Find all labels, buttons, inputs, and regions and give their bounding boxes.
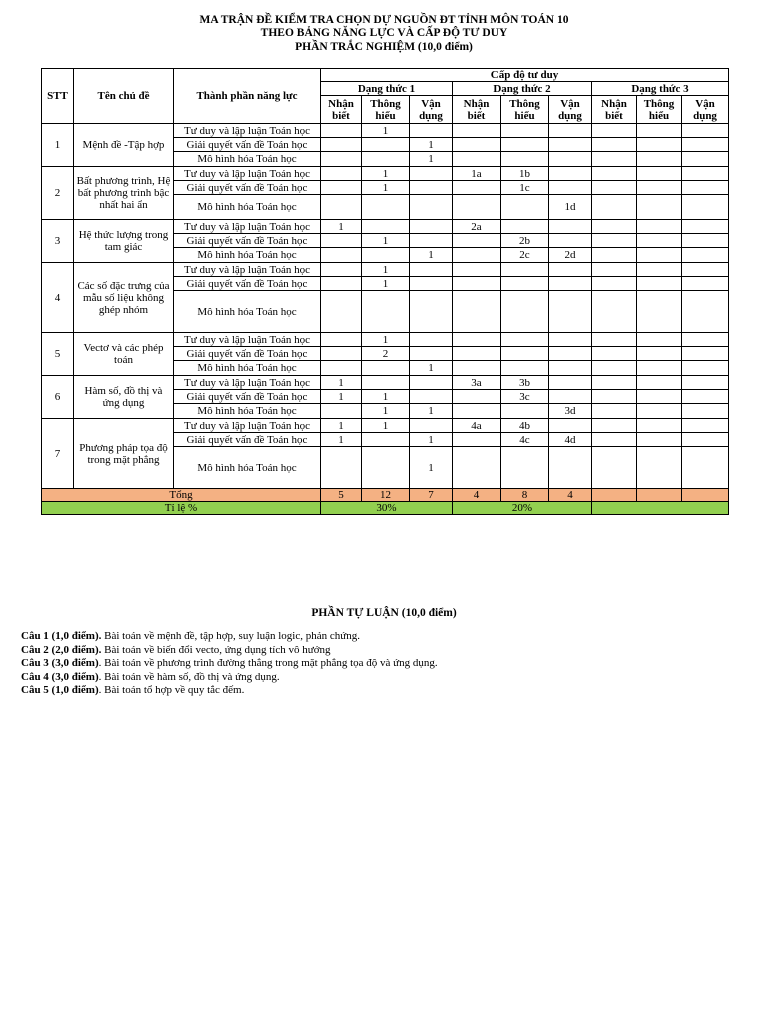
matrix-cell: 3b	[501, 376, 549, 390]
matrix-cell	[682, 277, 729, 291]
essay-question	[21, 657, 761, 671]
document-subtitle: THEO BẢNG NĂNG LỰC VÀ CẤP ĐỘ TƯ DUY	[260, 27, 508, 39]
matrix-cell	[410, 263, 453, 277]
question-text: Bài toán về biến đổi vecto, ứng dụng tích vô hướng	[101, 643, 331, 656]
matrix-cell	[501, 138, 549, 152]
competency-cell: Giải quyết vấn đề Toán học	[174, 347, 321, 361]
matrix-cell	[637, 263, 682, 277]
matrix-cell	[637, 390, 682, 404]
matrix-cell	[501, 347, 549, 361]
matrix-cell	[637, 167, 682, 181]
table-row	[42, 419, 729, 433]
matrix-cell	[362, 433, 410, 447]
essay-question	[21, 630, 761, 644]
matrix-cell	[321, 277, 362, 291]
topic-number: 1	[42, 124, 74, 167]
total-row	[42, 489, 729, 502]
header-sublevel: Thông hiểu	[362, 96, 410, 124]
header-sublevel: Vận dụng	[410, 96, 453, 124]
matrix-cell	[321, 152, 362, 167]
matrix-cell	[549, 167, 592, 181]
matrix-cell	[637, 248, 682, 263]
matrix-cell	[637, 419, 682, 433]
matrix-cell	[682, 433, 729, 447]
matrix-cell	[592, 347, 637, 361]
matrix-cell	[410, 195, 453, 220]
matrix-cell	[637, 376, 682, 390]
matrix-cell	[592, 138, 637, 152]
table-row	[42, 333, 729, 347]
matrix-cell	[501, 361, 549, 376]
matrix-cell	[410, 390, 453, 404]
matrix-cell: 1	[410, 248, 453, 263]
matrix-cell: 1	[321, 433, 362, 447]
matrix-cell: 1	[321, 376, 362, 390]
matrix-cell	[321, 347, 362, 361]
matrix-cell	[410, 167, 453, 181]
matrix-cell: 1b	[501, 167, 549, 181]
topic-number: 4	[42, 263, 74, 333]
question-text: . Bài toán về phương trình đường thẳng trong mặt phẳng tọa độ và ứng dụng.	[98, 657, 438, 669]
header-form-3: Dạng thức 3	[592, 82, 729, 96]
matrix-cell: 1	[321, 220, 362, 234]
total-cell: 12	[362, 489, 410, 502]
matrix-cell	[321, 361, 362, 376]
section-title-essay: PHẦN TỰ LUẬN (10,0 điểm)	[311, 607, 457, 619]
competency-cell: Tư duy và lập luận Toán học	[174, 124, 321, 138]
matrix-cell	[321, 234, 362, 248]
matrix-cell: 1	[410, 152, 453, 167]
matrix-cell	[682, 376, 729, 390]
question-label: Câu 1 (1,0 điểm).	[21, 630, 102, 642]
matrix-cell: 4b	[501, 419, 549, 433]
table-row	[42, 167, 729, 181]
essay-question-list	[21, 630, 761, 698]
matrix-cell	[682, 220, 729, 234]
competency-cell: Mô hình hóa Toán học	[174, 291, 321, 333]
matrix-cell	[453, 390, 501, 404]
matrix-cell: 3c	[501, 390, 549, 404]
matrix-cell	[501, 263, 549, 277]
matrix-cell	[549, 124, 592, 138]
matrix-cell	[453, 124, 501, 138]
topic-name: Vectơ và các phép toán	[74, 333, 174, 376]
total-cell	[592, 489, 637, 502]
matrix-cell	[453, 181, 501, 195]
matrix-cell: 1	[410, 433, 453, 447]
matrix-cell	[637, 404, 682, 419]
matrix-cell	[682, 361, 729, 376]
topic-name: Hệ thức lượng trong tam giác	[74, 220, 174, 263]
matrix-cell	[453, 433, 501, 447]
matrix-cell	[682, 404, 729, 419]
matrix-cell	[549, 390, 592, 404]
matrix-cell	[592, 447, 637, 489]
competency-cell: Tư duy và lập luận Toán học	[174, 419, 321, 433]
section-title-multiple-choice: PHẦN TRẮC NGHIỆM (10,0 điểm)	[295, 41, 473, 53]
matrix-cell	[637, 277, 682, 291]
matrix-cell: 1	[362, 263, 410, 277]
total-cell	[637, 489, 682, 502]
matrix-cell	[549, 234, 592, 248]
matrix-cell: 1	[410, 447, 453, 489]
matrix-cell	[682, 167, 729, 181]
matrix-cell	[549, 347, 592, 361]
matrix-cell	[637, 124, 682, 138]
competency-matrix-table	[41, 68, 729, 515]
header-sublevel: Thông hiểu	[501, 96, 549, 124]
header-sublevel: Nhận biết	[453, 96, 501, 124]
header-form-1: Dạng thức 1	[321, 82, 453, 96]
matrix-cell	[637, 220, 682, 234]
matrix-cell	[549, 419, 592, 433]
header-sublevel: Vận dụng	[682, 96, 729, 124]
header-sublevel: Nhận biết	[592, 96, 637, 124]
matrix-cell	[682, 447, 729, 489]
matrix-cell: 1	[362, 419, 410, 433]
matrix-cell: 1	[410, 361, 453, 376]
topic-name: Mệnh đề -Tập hợp	[74, 124, 174, 167]
topic-name: Bất phương trình, Hệ bất phương trình bậc nhất hai ẩn	[74, 167, 174, 220]
competency-cell: Mô hình hóa Toán học	[174, 361, 321, 376]
matrix-cell	[362, 291, 410, 333]
matrix-cell	[362, 220, 410, 234]
matrix-cell	[549, 138, 592, 152]
matrix-cell: 1	[362, 390, 410, 404]
matrix-cell	[637, 291, 682, 333]
matrix-cell	[453, 263, 501, 277]
matrix-cell	[453, 195, 501, 220]
matrix-cell	[410, 376, 453, 390]
total-cell: 8	[501, 489, 549, 502]
essay-question	[21, 644, 761, 658]
table-row	[42, 124, 729, 138]
essay-question	[21, 671, 761, 685]
topic-name: Phương pháp tọa độ trong mặt phẳng	[74, 419, 174, 489]
topic-number: 5	[42, 333, 74, 376]
competency-cell: Tư duy và lập luận Toán học	[174, 220, 321, 234]
total-cell: 4	[549, 489, 592, 502]
matrix-cell	[410, 291, 453, 333]
matrix-cell	[453, 347, 501, 361]
matrix-cell	[410, 220, 453, 234]
matrix-cell	[501, 195, 549, 220]
matrix-cell: 2b	[501, 234, 549, 248]
matrix-cell: 1	[362, 277, 410, 291]
matrix-cell: 1	[362, 404, 410, 419]
competency-cell: Mô hình hóa Toán học	[174, 248, 321, 263]
matrix-cell: 1	[410, 404, 453, 419]
competency-cell: Tư duy và lập luận Toán học	[174, 376, 321, 390]
matrix-cell	[682, 152, 729, 167]
matrix-cell	[682, 181, 729, 195]
matrix-cell	[549, 152, 592, 167]
topic-name: Các số đặc trưng của mẫu số liệu không ghép nhóm	[74, 263, 174, 333]
matrix-cell	[682, 248, 729, 263]
total-cell: 7	[410, 489, 453, 502]
total-label: Tổng	[42, 489, 321, 502]
matrix-cell	[549, 361, 592, 376]
ratio-cell	[592, 502, 729, 515]
matrix-cell	[321, 181, 362, 195]
total-cell: 4	[453, 489, 501, 502]
matrix-cell	[592, 234, 637, 248]
matrix-cell	[321, 291, 362, 333]
matrix-cell	[637, 333, 682, 347]
matrix-cell	[637, 181, 682, 195]
matrix-cell	[592, 419, 637, 433]
matrix-cell	[501, 291, 549, 333]
matrix-cell	[410, 333, 453, 347]
competency-cell: Giải quyết vấn đề Toán học	[174, 277, 321, 291]
matrix-cell	[501, 277, 549, 291]
header-sublevel: Thông hiểu	[637, 96, 682, 124]
matrix-cell	[453, 138, 501, 152]
matrix-cell	[592, 152, 637, 167]
topic-number: 6	[42, 376, 74, 419]
matrix-cell	[637, 138, 682, 152]
matrix-cell	[549, 291, 592, 333]
matrix-cell: 1	[362, 333, 410, 347]
matrix-cell	[592, 277, 637, 291]
matrix-cell	[362, 195, 410, 220]
matrix-cell	[637, 195, 682, 220]
matrix-cell	[321, 167, 362, 181]
matrix-cell	[682, 234, 729, 248]
matrix-cell	[637, 361, 682, 376]
matrix-cell	[362, 152, 410, 167]
matrix-cell: 4a	[453, 419, 501, 433]
matrix-cell: 1a	[453, 167, 501, 181]
matrix-cell	[321, 124, 362, 138]
total-cell: 5	[321, 489, 362, 502]
competency-cell: Tư duy và lập luận Toán học	[174, 263, 321, 277]
matrix-cell	[592, 361, 637, 376]
matrix-cell	[549, 263, 592, 277]
matrix-cell	[592, 248, 637, 263]
ratio-label: Tỉ lệ %	[42, 502, 321, 515]
matrix-cell	[682, 419, 729, 433]
matrix-cell: 1	[362, 124, 410, 138]
matrix-cell	[453, 248, 501, 263]
matrix-cell	[501, 220, 549, 234]
matrix-cell	[453, 333, 501, 347]
header-sublevel: Nhận biết	[321, 96, 362, 124]
matrix-cell	[453, 291, 501, 333]
matrix-cell: 4d	[549, 433, 592, 447]
matrix-cell	[682, 138, 729, 152]
header-stt: STT	[42, 69, 74, 124]
matrix-cell	[501, 124, 549, 138]
competency-cell: Giải quyết vấn đề Toán học	[174, 138, 321, 152]
question-label: Câu 3 (3,0 điểm)	[21, 657, 99, 669]
matrix-cell	[592, 333, 637, 347]
matrix-cell	[321, 138, 362, 152]
matrix-cell	[453, 361, 501, 376]
matrix-cell: 3a	[453, 376, 501, 390]
question-label: Câu 5 (1,0 điểm)	[21, 684, 99, 696]
topic-name: Hàm số, đồ thị và ứng dụng	[74, 376, 174, 419]
matrix-cell	[637, 152, 682, 167]
matrix-cell	[549, 376, 592, 390]
matrix-cell	[592, 291, 637, 333]
matrix-cell: 2c	[501, 248, 549, 263]
total-cell	[682, 489, 729, 502]
topic-number: 3	[42, 220, 74, 263]
matrix-cell: 1	[362, 181, 410, 195]
matrix-cell	[321, 248, 362, 263]
ratio-row	[42, 502, 729, 515]
competency-cell: Giải quyết vấn đề Toán học	[174, 433, 321, 447]
matrix-cell	[362, 447, 410, 489]
matrix-cell: 4c	[501, 433, 549, 447]
matrix-cell	[637, 433, 682, 447]
header-topic: Tên chủ đề	[74, 69, 174, 124]
table-row	[42, 376, 729, 390]
competency-cell: Mô hình hóa Toán học	[174, 404, 321, 419]
matrix-cell	[592, 376, 637, 390]
matrix-cell: 1	[362, 234, 410, 248]
matrix-cell	[410, 181, 453, 195]
question-text: . Bài toán tổ hợp về quy tắc đếm.	[98, 684, 245, 696]
matrix-cell	[592, 195, 637, 220]
header-thinking-level: Cấp độ tư duy	[321, 69, 729, 82]
topic-number: 2	[42, 167, 74, 220]
matrix-cell: 1	[321, 390, 362, 404]
matrix-cell	[410, 277, 453, 291]
matrix-cell	[682, 195, 729, 220]
matrix-cell	[637, 347, 682, 361]
question-text: . Bài toán về hàm số, đồ thị và ứng dụng.	[98, 670, 280, 683]
matrix-cell	[501, 404, 549, 419]
matrix-cell	[549, 333, 592, 347]
matrix-cell	[592, 390, 637, 404]
matrix-cell	[321, 263, 362, 277]
competency-cell: Giải quyết vấn đề Toán học	[174, 234, 321, 248]
matrix-cell	[453, 234, 501, 248]
matrix-cell: 1	[321, 419, 362, 433]
matrix-cell	[682, 347, 729, 361]
matrix-cell	[362, 376, 410, 390]
matrix-cell	[637, 234, 682, 248]
table-row	[42, 263, 729, 277]
matrix-cell	[321, 447, 362, 489]
matrix-cell	[501, 447, 549, 489]
matrix-cell	[501, 333, 549, 347]
matrix-cell	[592, 263, 637, 277]
matrix-cell: 2d	[549, 248, 592, 263]
matrix-cell	[362, 361, 410, 376]
matrix-cell	[549, 447, 592, 489]
matrix-cell	[592, 124, 637, 138]
matrix-cell	[549, 181, 592, 195]
matrix-cell	[321, 195, 362, 220]
matrix-cell	[592, 404, 637, 419]
matrix-cell	[549, 220, 592, 234]
matrix-cell	[453, 447, 501, 489]
matrix-cell	[637, 447, 682, 489]
matrix-cell	[549, 277, 592, 291]
competency-cell: Mô hình hóa Toán học	[174, 195, 321, 220]
matrix-cell	[410, 347, 453, 361]
ratio-cell: 20%	[453, 502, 592, 515]
competency-cell: Mô hình hóa Toán học	[174, 447, 321, 489]
header-competency: Thành phần năng lực	[174, 69, 321, 124]
matrix-cell	[453, 404, 501, 419]
table-row	[42, 220, 729, 234]
matrix-cell: 1c	[501, 181, 549, 195]
matrix-cell: 1d	[549, 195, 592, 220]
matrix-cell	[362, 138, 410, 152]
header-form-2: Dạng thức 2	[453, 82, 592, 96]
matrix-cell	[321, 404, 362, 419]
matrix-cell	[682, 291, 729, 333]
matrix-cell	[362, 248, 410, 263]
competency-cell: Tư duy và lập luận Toán học	[174, 167, 321, 181]
document-title: MA TRẬN ĐỀ KIỂM TRA CHỌN DỰ NGUỒN ĐT TỈNH MÔN TOÁN 10	[199, 14, 569, 26]
matrix-cell	[592, 181, 637, 195]
matrix-cell	[453, 277, 501, 291]
matrix-cell: 2a	[453, 220, 501, 234]
matrix-cell	[501, 152, 549, 167]
matrix-cell: 1	[410, 138, 453, 152]
competency-cell: Tư duy và lập luận Toán học	[174, 333, 321, 347]
matrix-cell	[453, 152, 501, 167]
competency-cell: Giải quyết vấn đề Toán học	[174, 390, 321, 404]
matrix-cell	[592, 220, 637, 234]
matrix-cell	[410, 124, 453, 138]
matrix-cell: 3d	[549, 404, 592, 419]
matrix-cell	[592, 167, 637, 181]
matrix-cell	[682, 333, 729, 347]
matrix-cell	[682, 124, 729, 138]
matrix-cell: 1	[362, 167, 410, 181]
matrix-cell	[682, 390, 729, 404]
matrix-cell	[592, 433, 637, 447]
matrix-cell	[410, 234, 453, 248]
ratio-cell: 30%	[321, 502, 453, 515]
question-text: Bài toán về mệnh đề, tập hợp, suy luận logic, phản chứng.	[101, 630, 360, 642]
matrix-cell	[321, 333, 362, 347]
matrix-cell: 2	[362, 347, 410, 361]
matrix-cell	[410, 419, 453, 433]
matrix-cell	[682, 263, 729, 277]
question-label: Câu 2 (2,0 điểm).	[21, 643, 102, 656]
competency-cell: Giải quyết vấn đề Toán học	[174, 181, 321, 195]
essay-question	[21, 684, 761, 698]
topic-number: 7	[42, 419, 74, 489]
header-sublevel: Vận dụng	[549, 96, 592, 124]
question-label: Câu 4 (3,0 điểm)	[21, 670, 99, 683]
competency-cell: Mô hình hóa Toán học	[174, 152, 321, 167]
